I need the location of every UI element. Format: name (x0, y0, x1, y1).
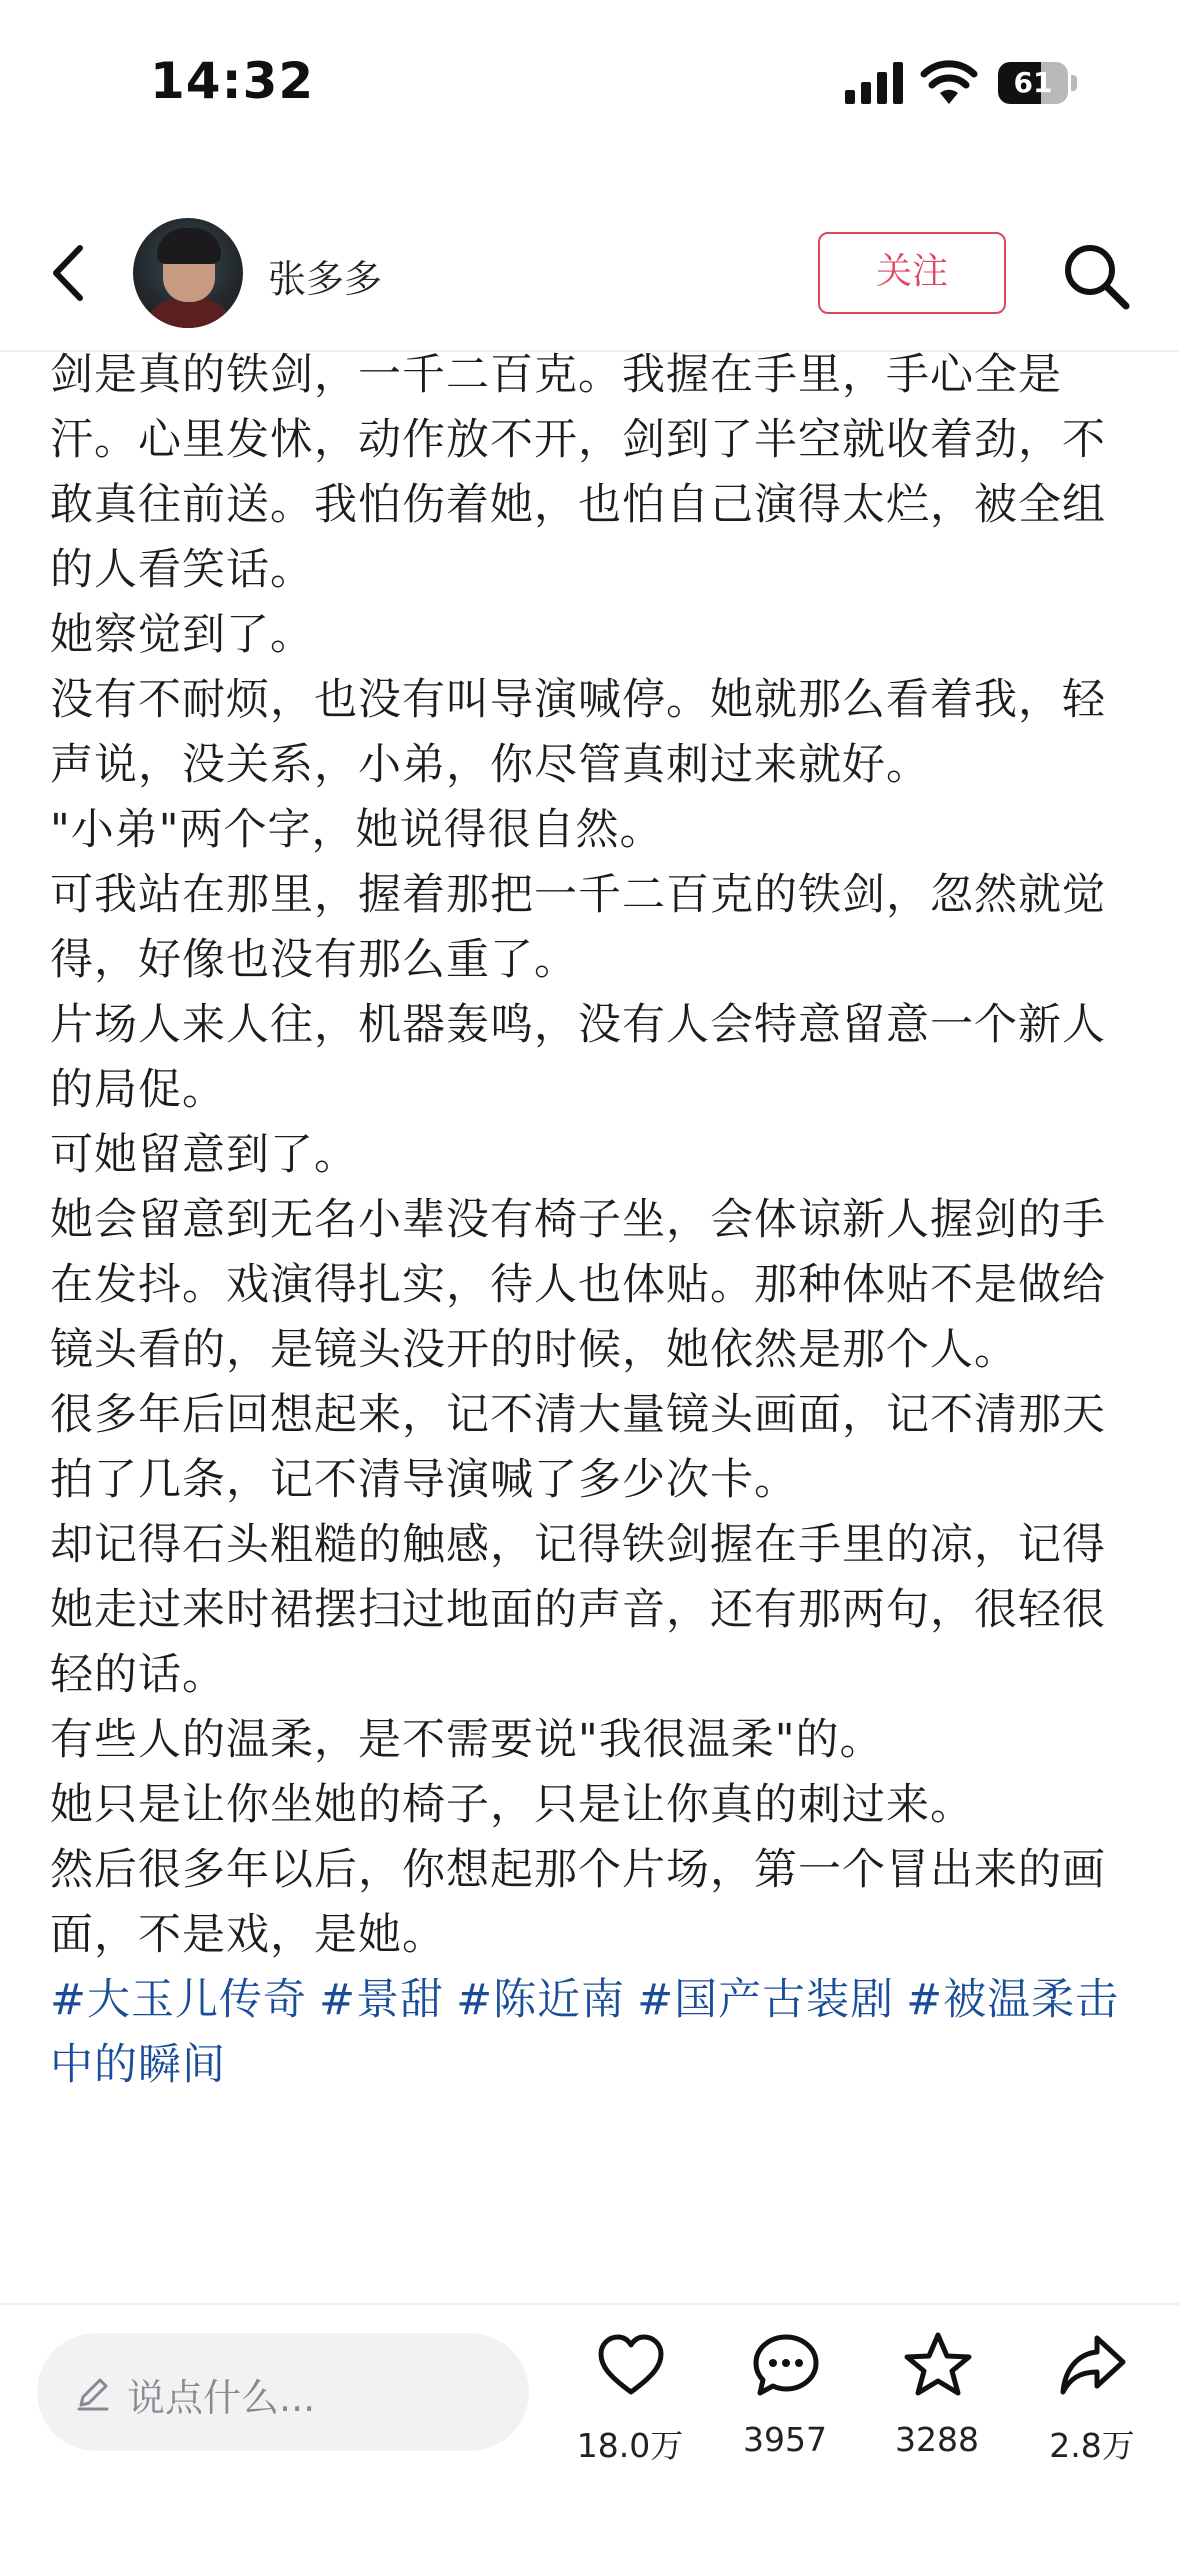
paragraph: 却记得石头粗糙的触感，记得铁剑握在手里的凉，记得她走过来时裙摆扫过地面的声音，还有那两句，很轻很轻的话。 (50, 1520, 1106, 1700)
paragraph: 她会留意到无名小辈没有椅子坐，会体谅新人握剑的手在发抖。戏演得扎实，待人也体贴。那种体贴不是做给镜头看的，是镜头没开的时候，她依然是那个人。 (50, 1195, 1106, 1375)
paragraph: 然后很多年以后，你想起那个片场，第一个冒出来的画面，不是戏，是她。 (50, 1845, 1106, 1960)
favorite-count: 3288 (895, 2420, 979, 2459)
hashtag-link[interactable]: #大玉儿传奇 (50, 1975, 308, 2025)
share-button[interactable] (1017, 2330, 1167, 2470)
paragraph: 可我站在那里，握着那把一千二百克的铁剑，忽然就觉得，好像也没有那么重了。 (50, 870, 1106, 985)
comment-button[interactable] (710, 2330, 860, 2470)
search-icon[interactable] (1060, 240, 1132, 312)
back-arrow-icon[interactable] (40, 238, 100, 308)
favorite-button[interactable] (862, 2330, 1012, 2470)
username[interactable]: 张多多 (268, 257, 383, 301)
paragraph: 她只是让你坐她的椅子，只是让你真的刺过来。 (50, 1780, 974, 1830)
paragraph: 她察觉到了。 (50, 610, 314, 660)
paragraph: 没有不耐烦，也没有叫导演喊停。她就那么看着我，轻声说，没关系，小弟，你尽管真刺过来就好。 (50, 675, 1106, 790)
comment-input[interactable] (37, 2333, 529, 2451)
paragraph: 片场人来人往，机器轰鸣，没有人会特意留意一个新人的局促。 (50, 1000, 1106, 1115)
like-count: 18.0万 (576, 2426, 684, 2465)
hashtag-link[interactable]: #被温柔击中的瞬间 (50, 1975, 1120, 2090)
like-button[interactable] (555, 2330, 705, 2470)
battery-icon (998, 62, 1078, 104)
article-body (50, 343, 1140, 2098)
star-icon (902, 2330, 974, 2402)
comment-placeholder: 说点什么... (127, 2376, 316, 2420)
pencil-icon (73, 2373, 113, 2413)
status-bar (0, 0, 1179, 170)
paragraph: 剑是真的铁剑，一千二百克。我握在手里，手心全是汗。心里发怵，动作放不开，剑到了半空就收着劲，不敢真往前送。我怕伤着她，也怕自己演得太烂，被全组的人看笑话。 (50, 350, 1106, 595)
share-count: 2.8万 (1049, 2426, 1135, 2465)
status-time: 14:32 (150, 52, 315, 110)
comment-count: 3957 (743, 2420, 827, 2459)
heart-icon (595, 2330, 667, 2402)
hashtag-link[interactable]: #景甜 (319, 1975, 445, 2025)
hashtag-link[interactable]: #国产古装剧 (637, 1975, 895, 2025)
comment-bubble-icon (750, 2330, 822, 2402)
battery-percent: 61 (1013, 66, 1053, 99)
paragraph: "小弟"两个字，她说得很自然。 (50, 805, 664, 855)
follow-button[interactable]: 关注 (818, 232, 1006, 314)
share-arrow-icon (1057, 2330, 1129, 2402)
paragraph: 很多年后回想起来，记不清大量镜头画面，记不清那天拍了几条，记不清导演喊了多少次卡。 (50, 1390, 1106, 1505)
nav-header (0, 200, 1179, 352)
paragraph: 可她留意到了。 (50, 1130, 358, 1180)
wifi-icon (920, 60, 978, 104)
avatar[interactable] (133, 218, 243, 328)
hashtag-list (50, 1968, 1140, 2098)
signal-icon (845, 62, 905, 104)
paragraph: 有些人的温柔，是不需要说"我很温柔"的。 (50, 1715, 884, 1765)
divider (0, 2303, 1179, 2305)
hashtag-link[interactable]: #陈近南 (456, 1975, 626, 2025)
